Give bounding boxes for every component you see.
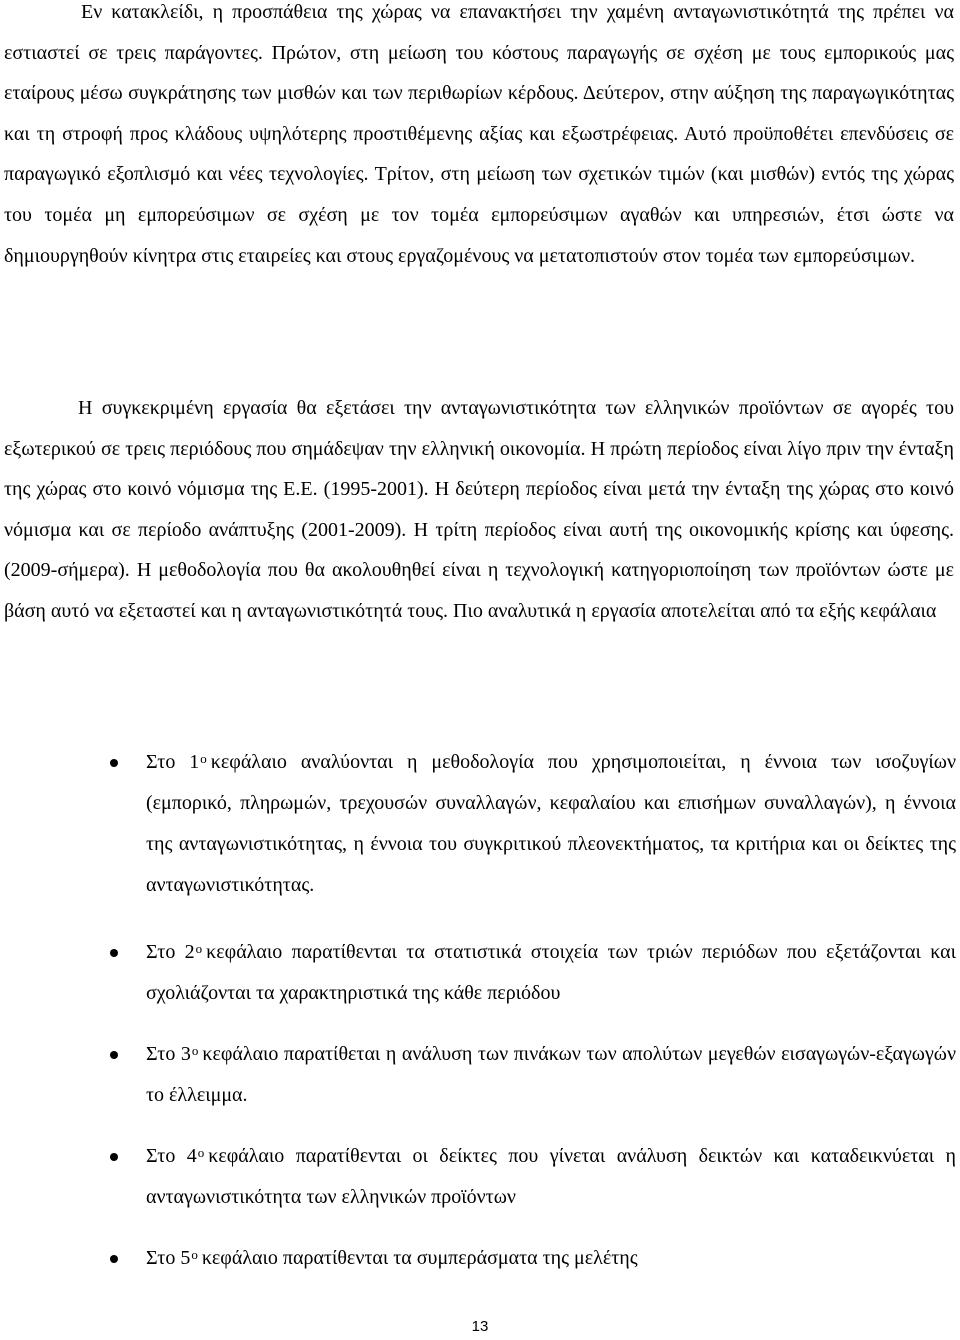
ordinal-superscript: ο — [191, 1043, 199, 1058]
chapter-prefix: Στο 4 — [146, 1145, 197, 1167]
list-item — [146, 1034, 956, 1116]
bullet-icon — [110, 1153, 118, 1161]
list-item — [146, 932, 956, 1014]
list-item — [146, 1238, 956, 1279]
page-number: 13 — [471, 1318, 489, 1335]
body-paragraph-conclusion: Εν κατακλείδι, η προσπάθεια της χώρας να επανακτήσει την χαμένη ανταγωνιστικότητά της πρέπει να εστιαστεί σε τρεις παράγοντες. Πρώτον, στη μείωση του κόστους παραγωγής σε σχέση με τους εμπορικούς μας εταίρους μέσω συγκράτησης των μισθών και των περιθωρίων κέρδους. Δεύτερον, στην αύξηση της παραγωγικότητας και τη στροφή προς κλάδους υψηλότερης προστιθέμενης αξίας και εξωστρέφειας. Αυτό προϋποθέτει επενδύσεις σε παραγωγικό εξοπλισμό και νέες τεχνολογίες. Τρίτον, στη μείωση των σχετικών τιμών (και μισθών) εντός της χώρας του τομέα μη εμπορεύσιμων σε σχέση με τον τομέα εμπορεύσιμων αγαθών και υπηρεσιών, έτσι ώστε να δημιουργηθούν κίνητρα στις εταιρείες και στους εργαζομένους να μετατοπιστούν στον τομέα των εμπορεύσιμων. — [4, 1, 954, 267]
chapter-description: κεφάλαιο παρατίθενται τα στατιστικά στοιχεία των τριών περιόδων που εξετάζονται και σχολιάζονται τα χαρακτηριστικά της κάθε περιόδου — [146, 941, 956, 1004]
bullet-icon — [110, 759, 118, 767]
body-paragraph-methodology: Η συγκεκριμένη εργασία θα εξετάσει την ανταγωνιστικότητα των ελληνικών προϊόντων σε αγορές του εξωτερικού σε τρεις περιόδους που σημάδεψαν την ελληνική οικονομία. Η πρώτη περίοδος είναι λίγο πριν την ένταξη της χώρας στο κοινό νόμισμα της Ε.Ε. (1995-2001). Η δεύτερη περίοδος είναι μετά την ένταξη της χώρας στο κοινό νόμισμα και σε περίοδο ανάπτυξης (2001-2009). Η τρίτη περίοδος είναι αυτή της οικονομικής κρίσης και ύφεσης. (2009-σήμερα). Η μεθοδολογία που θα ακολουθηθεί είναι η τεχνολογική κατηγοριοποίηση των προϊόντων ώστε με βάση αυτό να εξεταστεί και η ανταγωνιστικότητά τους. Πιο αναλυτικά η εργασία αποτελείται από τα εξής κεφάλαια — [4, 397, 954, 622]
chapter-prefix: Στο 5 — [146, 1247, 191, 1269]
chapter-description: κεφάλαιο αναλύονται η μεθοδολογία που χρησιμοποιείται, η έννοια των ισοζυγίων (εμπορικό, πληρωμών, τρεχουσών συναλλαγών, κεφαλαίου και επισήμων συναλλαγών), η έννοια της ανταγωνιστικότητας, η έννοια του συγκριτικού πλεονεκτήματος, τα κριτήρια και οι δείκτες της ανταγωνιστικότητας. — [146, 751, 956, 896]
chapter-description: κεφάλαιο παρατίθενται οι δείκτες που γίνεται ανάλυση δεικτών και καταδεικνύεται η ανταγωνιστικότητα των ελληνικών προϊόντων — [146, 1145, 956, 1208]
ordinal-superscript: ο — [191, 1247, 198, 1262]
chapter-prefix: Στο 1 — [146, 751, 200, 773]
ordinal-superscript: ο — [195, 941, 203, 956]
chapter-description: κεφάλαιο παρατίθενται τα συμπεράσματα της μελέτης — [201, 1247, 638, 1269]
ordinal-superscript: ο — [200, 751, 207, 766]
chapter-prefix: Στο 3 — [146, 1043, 191, 1065]
bullet-icon — [110, 1051, 118, 1059]
chapter-prefix: Στο 2 — [146, 941, 195, 963]
list-item — [146, 742, 956, 906]
bullet-icon — [110, 1255, 118, 1263]
list-item — [146, 1136, 956, 1218]
bullet-icon — [110, 949, 118, 957]
chapter-description: κεφάλαιο παρατίθεται η ανάλυση των πινάκων των απολύτων μεγεθών εισαγωγών-εξαγωγών το έλλειμμα. — [146, 1043, 956, 1106]
ordinal-superscript: ο — [197, 1145, 205, 1160]
